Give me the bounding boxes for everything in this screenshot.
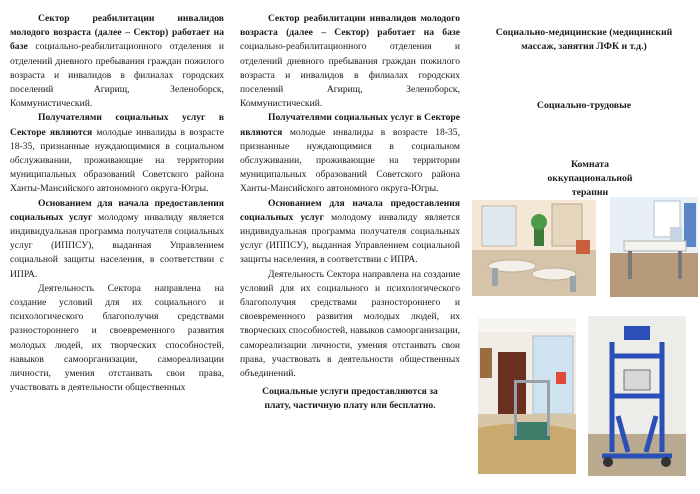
recipients-bold: Получателями социальных услуг в Секторе являются [240, 112, 460, 138]
column-right [470, 0, 700, 494]
photo-massage-room [610, 197, 698, 297]
sector-intro-text: социально-реабилитационного отделения и отделений дневного пребывания граждан пожилого возраста и инвалидов в филиалах городских поселений Агирищ, Зеленоборск, Коммунистический. [240, 41, 460, 110]
basis-bold: Основанием для начала предоставления социальных услуг [240, 197, 460, 223]
recipients-text: молодые инвалиды в возрасте 18-35, признанные нуждающимися в социальном обслуживании, проживающие на территории муниципальных образований Советского района Ханты-Мансийского автономного округа-Югры. [240, 126, 460, 195]
heading-labor-services: Социально-трудовые [536, 100, 632, 111]
payment-text: плату, частичную плату или бесплатно. [264, 400, 436, 412]
paragraph-recipients [10, 111, 224, 196]
recipients-text: молодые инвалиды в возрасте 18-35, признанные нуждающимися в социальном обслуживании, проживающие на территории муниципальных образований Советского района Ханты-Мансийского автономного округа-Югры. [10, 126, 225, 195]
heading-occupational-room: Комната оккупациональной терапии [547, 159, 633, 198]
basis-text: молодому инвалиду является индивидуальная программа получателя социальных услуг (ИППСУ), выданная Управлением социальной защиты населения, в соответствии с ИПРА. [10, 211, 224, 280]
basis-text: молодому инвалиду является индивидуальная программа получателя социальных услуг (ИППСУ), выданная Управлением социальной защиты населения, в соответствии с ИПРА. [240, 211, 460, 266]
sector-intro-text: социально-реабилитационного отделения и отделений дневного пребывания граждан пожилого возраста и инвалидов в филиалах городских поселений Агирищ, Зеленоборск, Коммунистический. [10, 41, 225, 110]
paragraph-recipients [240, 111, 460, 196]
photo-verticalizer [588, 316, 686, 476]
heading-medical-services: Социально-медицинские (медицинский массаж, занятия ЛФК и т.д.) [495, 27, 673, 52]
photo-occupational-room [472, 200, 596, 296]
sector-intro-bold: Сектор реабилитации инвалидов молодого возраста (далее – Сектор) работает на базе [240, 13, 460, 39]
column-middle [240, 0, 460, 494]
paragraph-basis [240, 197, 460, 268]
payment-bold: Социальные услуги предоставляются за [262, 386, 438, 398]
recipients-bold: Получателями социальных услуг в Секторе являются [10, 112, 224, 138]
paragraph-payment [240, 385, 460, 413]
photo-corridor-walker [478, 318, 576, 474]
paragraph-sector-intro [10, 12, 224, 111]
basis-bold: Основанием для начала предоставления социальных услуг [10, 197, 224, 223]
paragraph-activity: Деятельность Сектора направлена на создание условий для их социального и психологического благополучия средствами разностороннего и своевременного развития молодых людей, их творческих способностей, навыков самоорганизации, самореализации личности, умения отстаивать свои права, участвовать в деятельности общественных [10, 282, 224, 394]
paragraph-activity: Деятельность Сектора направлена на создание условий для их социального и психологического благополучия средствами разностороннего и своевременного развития молодых людей, их творческих способностей, навыков самоорганизации, самореализации личности, умения отстаивать свои права, участвовать в деятельности общественных объединений. [240, 268, 460, 380]
column-left [10, 0, 224, 494]
sector-intro-bold: Сектор реабилитации инвалидов молодого возраста (далее – Сектор) работает на базе [10, 13, 224, 53]
paragraph-basis [10, 197, 224, 282]
paragraph-sector-intro [240, 12, 460, 111]
